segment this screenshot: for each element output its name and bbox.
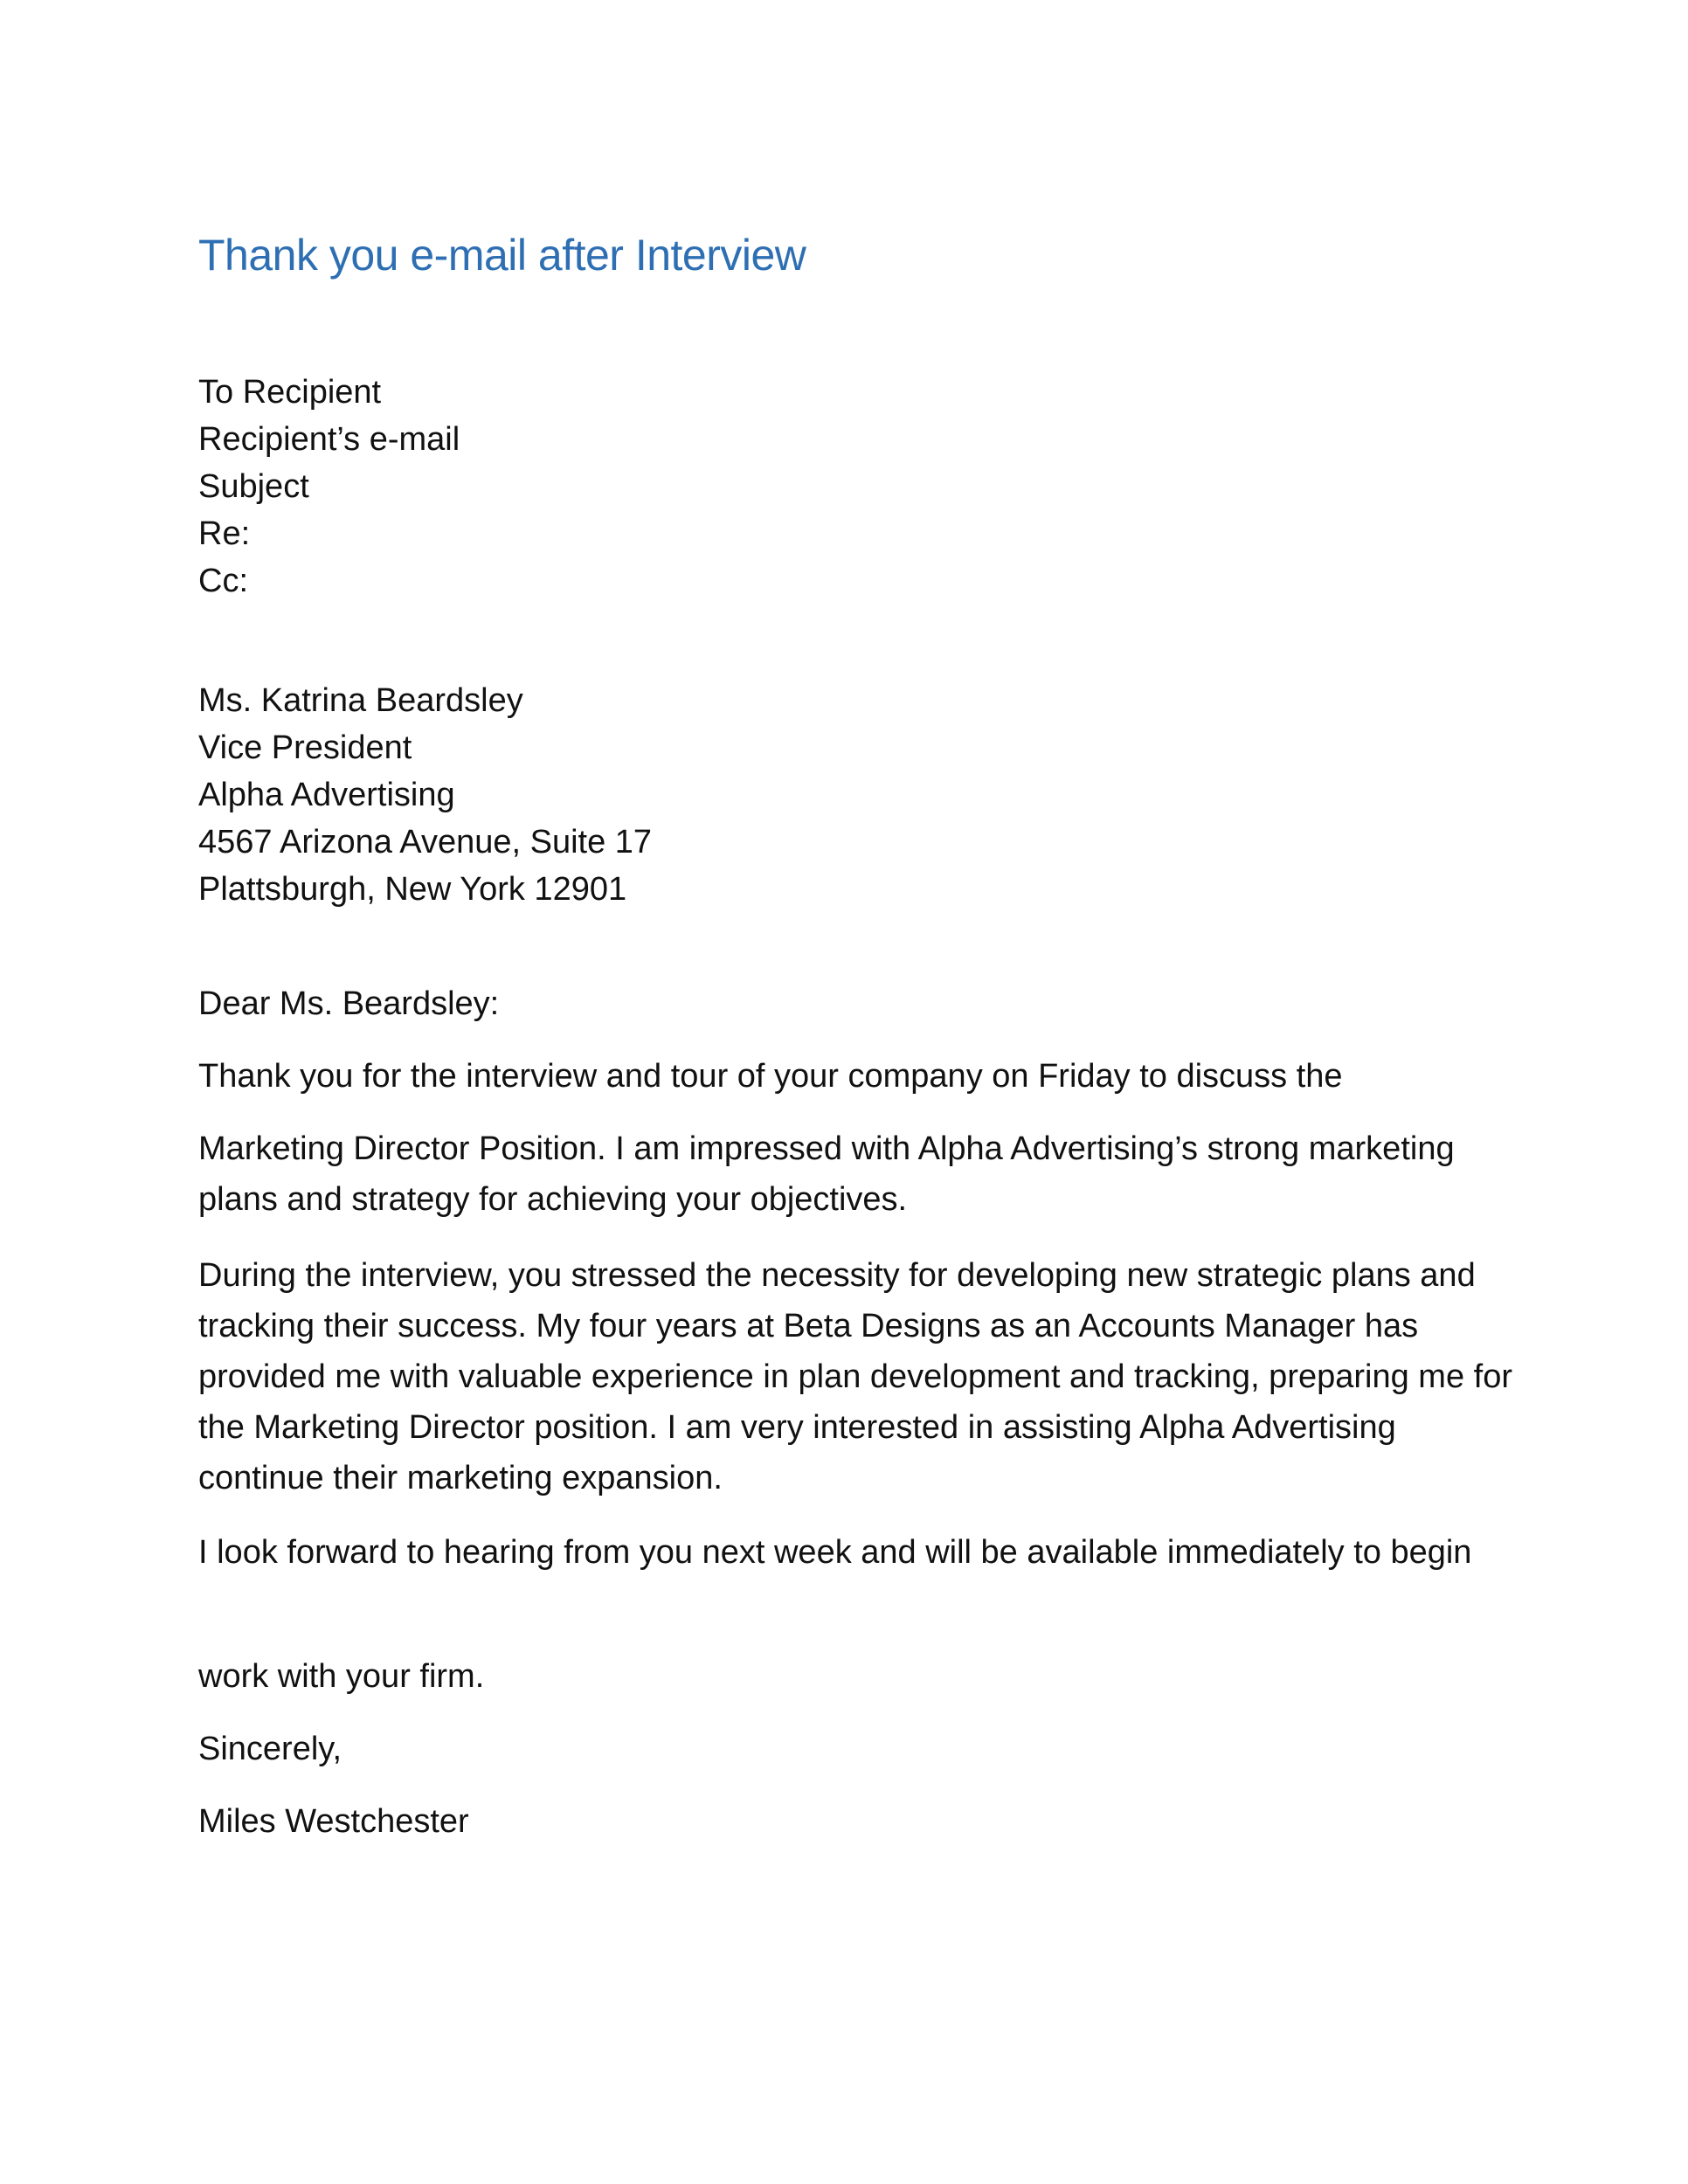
subject-line: Subject: [198, 468, 309, 505]
recipient-city: Plattsburgh, New York 12901: [198, 871, 627, 908]
closing: Sincerely,: [198, 1731, 342, 1767]
body-paragraph-3: During the interview, you stressed the necessity for developing new strategic plans and tracking their success. My four years at Beta Designs as an Accounts Manager has provided me with valuable experience in plan development and tracking, preparing me for the Marketing Director position. I am very interested in assisting Alpha Advertising continue their marketing expansion.: [198, 1257, 1512, 1496]
recipient-title: Vice President: [198, 729, 412, 766]
cc-line: Cc:: [198, 563, 248, 599]
to-recipient-line: To Recipient: [198, 374, 382, 411]
re-line: Re:: [198, 515, 251, 552]
recipient-company: Alpha Advertising: [198, 777, 455, 813]
signature-name: Miles Westchester: [198, 1803, 469, 1840]
body-paragraph-1: Thank you for the interview and tour of your company on Friday to discuss the: [198, 1058, 1343, 1095]
body-paragraph-4: I look forward to hearing from you next week and will be available immediately to begin: [198, 1534, 1472, 1571]
recipient-address-block: [198, 677, 1526, 913]
recipient-street: 4567 Arizona Avenue, Suite 17: [198, 824, 653, 860]
document-title: Thank you e-mail after Interview: [198, 231, 806, 280]
recipient-email-line: Recipient’s e-mail: [198, 421, 460, 458]
body-paragraph-5: work with your firm.: [198, 1658, 485, 1695]
salutation: Dear Ms. Beardsley:: [198, 985, 500, 1022]
body-paragraph-2: Marketing Director Position. I am impressed with Alpha Advertising’s strong marketing plans and strategy for achieving your objectives.: [198, 1130, 1455, 1218]
email-header-block: [198, 369, 1526, 605]
recipient-name: Ms. Katrina Beardsley: [198, 682, 523, 719]
